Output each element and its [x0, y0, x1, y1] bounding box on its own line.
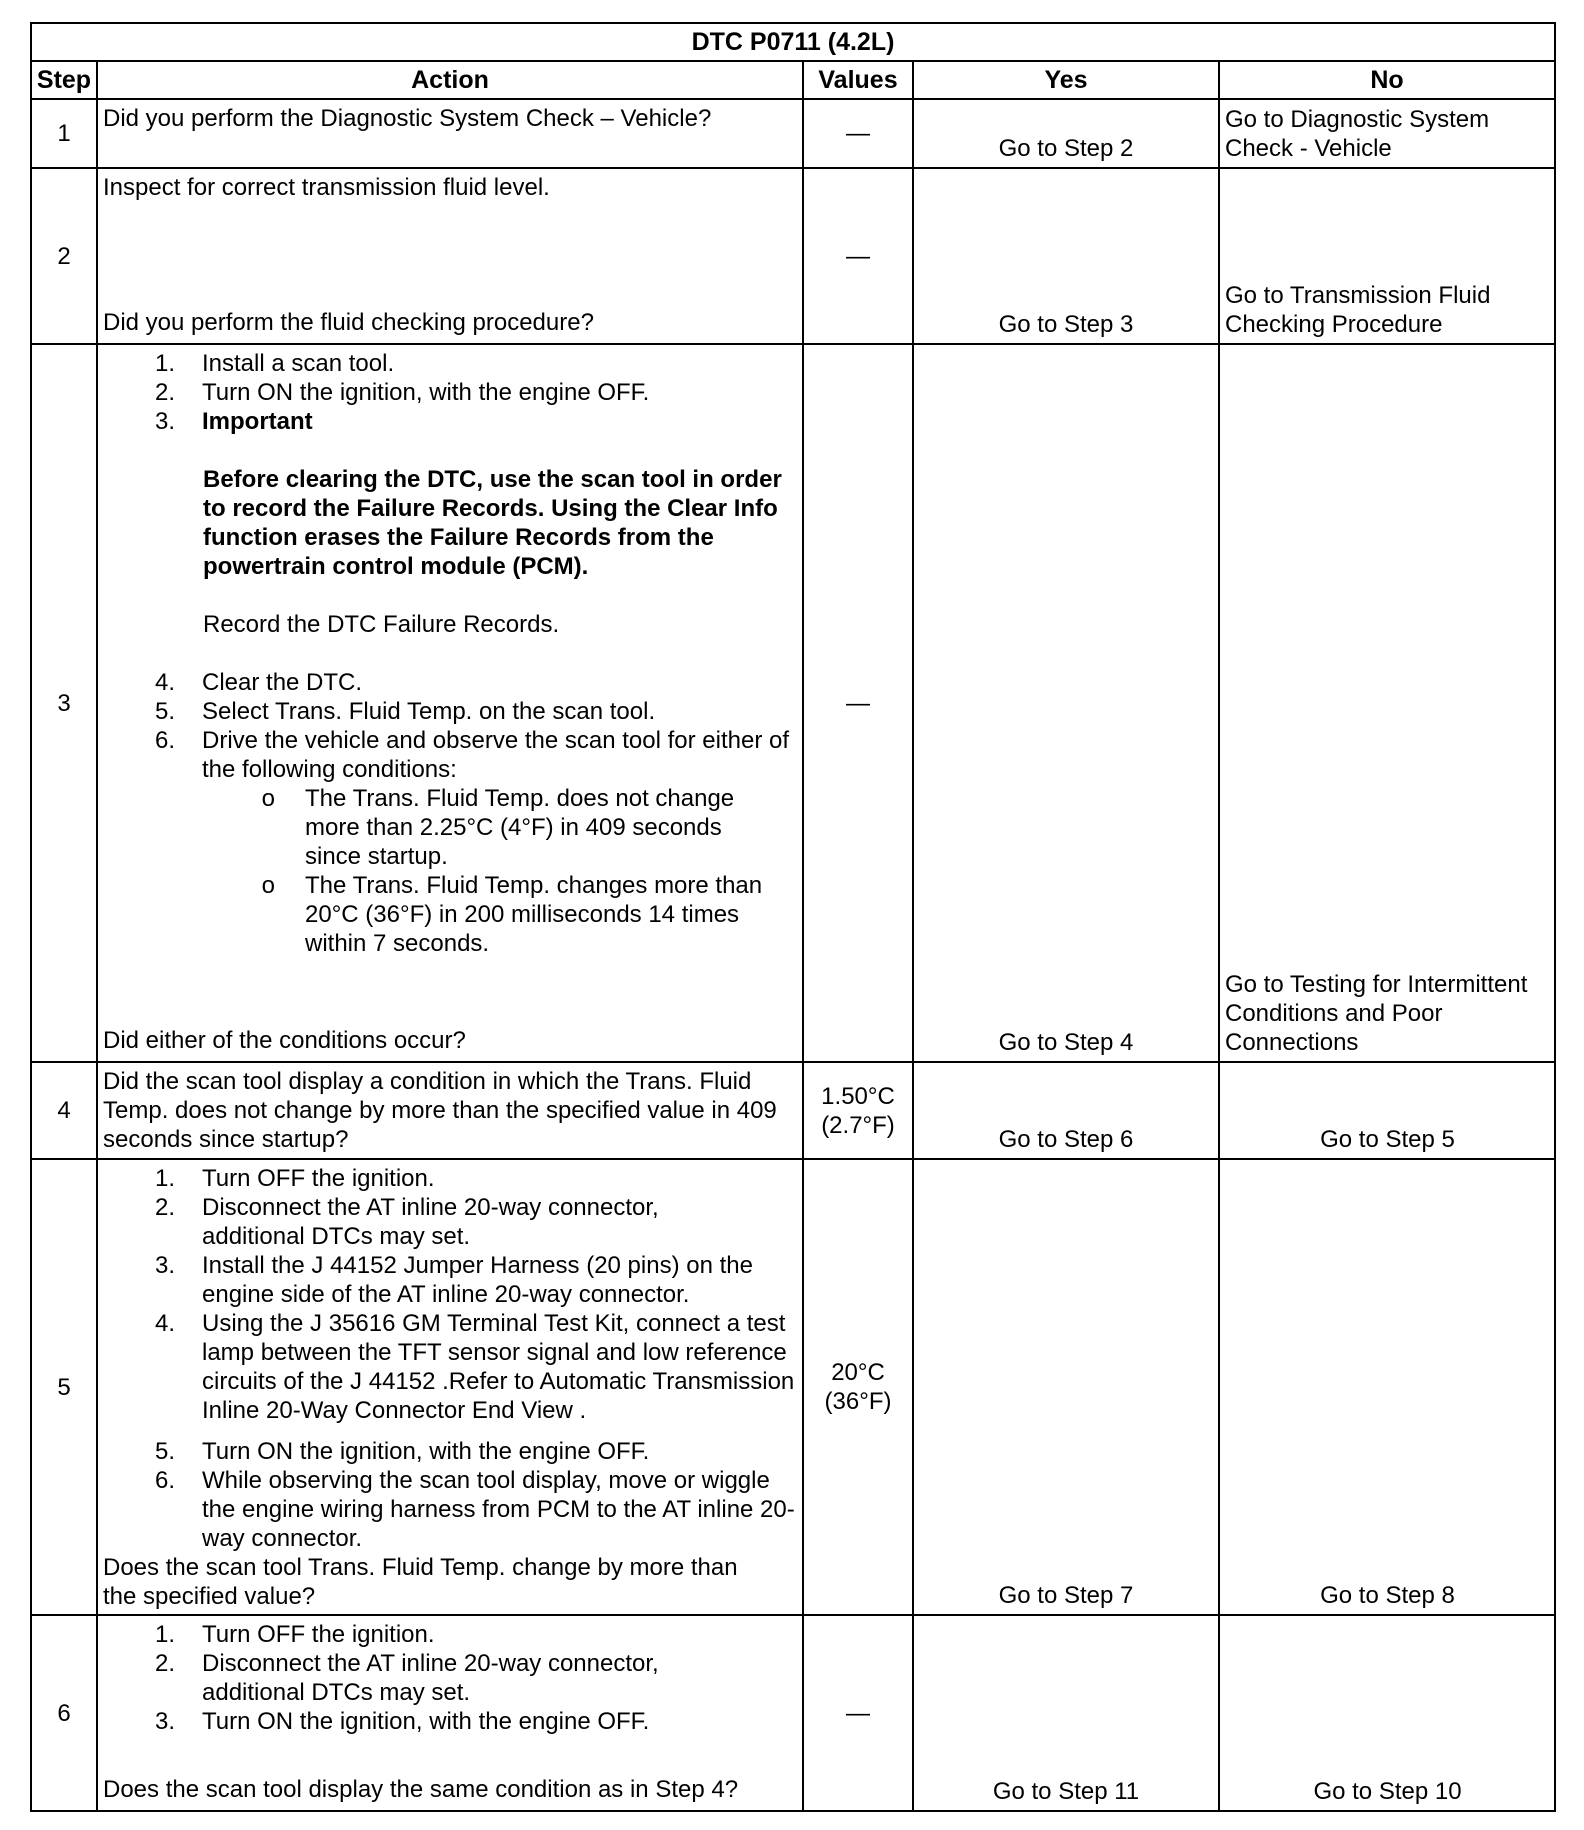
header-step: Step [31, 61, 97, 99]
list-item: o The Trans. Fluid Temp. does not change more than 2.25°C (4°F) in 409 seconds since startup. [103, 784, 796, 871]
table-row [31, 99, 1555, 168]
list-item: 3. Important [154, 408, 313, 435]
step-list [103, 349, 796, 436]
action-question: Did you perform the fluid checking procedure? [103, 309, 594, 336]
table-title: DTC P0711 (4.2L) [31, 23, 1555, 61]
record-instruction: Record the DTC Failure Records. [203, 611, 560, 638]
value-cell: — [803, 344, 913, 1062]
list-item: 5. Turn ON the ignition, with the engine OFF. [154, 1438, 650, 1465]
list-item: 2. Disconnect the AT inline 20-way connector, additional DTCs may set. [154, 1650, 659, 1706]
action-question: Did you perform the Diagnostic System Check – Vehicle? [103, 105, 712, 132]
step-number: 3 [31, 344, 97, 1062]
yes-cell: Go to Step 3 [913, 168, 1219, 344]
no-cell: Go to Step 8 [1219, 1159, 1555, 1615]
step-list [103, 1620, 796, 1736]
list-item: 3. Turn ON the ignition, with the engine OFF. [154, 1708, 650, 1735]
list-item: 6. While observing the scan tool display, move or wiggle the engine wiring harness from PCM to the AT inline 20-way connector. [154, 1467, 795, 1552]
value-cell: — [803, 168, 913, 344]
table-row [31, 1159, 1555, 1615]
list-item: 1. Install a scan tool. [154, 350, 395, 377]
step-number: 2 [31, 168, 97, 344]
bullet-icon: o [261, 872, 275, 899]
step-list [103, 1437, 796, 1553]
list-item: 5. Select Trans. Fluid Temp. on the scan tool. [154, 698, 656, 725]
no-cell: Go to Transmission Fluid Checking Procedure [1219, 168, 1555, 344]
header-values: Values [803, 61, 913, 99]
table-row [31, 344, 1555, 1062]
list-item: 6. Drive the vehicle and observe the scan tool for either of the following conditions: [154, 727, 789, 783]
value-line: 1.50°C [821, 1082, 895, 1110]
value-cell [803, 1159, 913, 1615]
no-cell: Go to Diagnostic System Check - Vehicle [1219, 99, 1555, 168]
value-line: (2.7°F) [821, 1111, 895, 1139]
action-cell [97, 344, 803, 1062]
step-list [103, 668, 796, 784]
action-question: Does the scan tool Trans. Fluid Temp. change by more than the specified value? [103, 1554, 738, 1610]
no-cell: Go to Step 10 [1219, 1615, 1555, 1811]
no-cell: Go to Step 5 [1219, 1062, 1555, 1159]
action-question: Did the scan tool display a condition in which the Trans. Fluid Temp. does not change by more than the specified value in 409 seconds since startup? [103, 1068, 777, 1153]
action-cell [97, 168, 803, 344]
bullet-icon: o [261, 785, 275, 812]
step-number: 5 [31, 1159, 97, 1615]
action-cell [97, 99, 803, 168]
action-cell [97, 1159, 803, 1615]
value-line: 20°C [831, 1359, 885, 1386]
list-item: 2. Disconnect the AT inline 20-way connector, additional DTCs may set. [154, 1194, 659, 1250]
condition-list [103, 784, 796, 958]
no-cell: Go to Testing for Intermittent Conditions and Poor Connections [1219, 344, 1555, 1062]
header-action: Action [97, 61, 803, 99]
step-number: 4 [31, 1062, 97, 1159]
action-cell [97, 1615, 803, 1811]
header-yes: Yes [913, 61, 1219, 99]
action-question: Does the scan tool display the same condition as in Step 4? [103, 1776, 739, 1803]
value-line: (36°F) [824, 1388, 892, 1415]
value-cell [803, 1062, 913, 1159]
header-no: No [1219, 61, 1555, 99]
yes-cell: Go to Step 4 [913, 344, 1219, 1062]
action-question: Did either of the conditions occur? [103, 1027, 466, 1054]
dtc-table [30, 22, 1556, 1812]
table-row [31, 168, 1555, 344]
table-row [31, 1615, 1555, 1811]
yes-cell: Go to Step 7 [913, 1159, 1219, 1615]
header-row [31, 61, 1555, 99]
list-item: 3. Install the J 44152 Jumper Harness (20 pins) on the engine side of the AT inline 20-way connector. [154, 1252, 753, 1308]
list-item: 4. Using the J 35616 GM Terminal Test Kit, connect a test lamp between the TFT sensor signal and low reference circuits of the J 44152 .Refer to Automatic Transmission Inline 20-Way Connector End View . [154, 1310, 795, 1424]
step-number: 1 [31, 99, 97, 168]
yes-cell: Go to Step 6 [913, 1062, 1219, 1159]
step-number: 6 [31, 1615, 97, 1811]
list-item: 2. Turn ON the ignition, with the engine OFF. [154, 379, 650, 406]
list-item: 1. Turn OFF the ignition. [154, 1165, 435, 1192]
table-row [31, 1062, 1555, 1159]
step-list [103, 1164, 796, 1425]
list-item: o The Trans. Fluid Temp. changes more than 20°C (36°F) in 200 milliseconds 14 times within 7 seconds. [103, 871, 796, 958]
action-cell [97, 1062, 803, 1159]
yes-cell: Go to Step 11 [913, 1615, 1219, 1811]
list-item: 4. Clear the DTC. [154, 669, 363, 696]
action-intro: Inspect for correct transmission fluid level. [103, 174, 550, 201]
important-note: Before clearing the DTC, use the scan tool in order to record the Failure Records. Using the Clear Info function erases the Failure Records from the powertrain control module (PCM). [203, 466, 782, 580]
value-cell: — [803, 99, 913, 168]
yes-cell: Go to Step 2 [913, 99, 1219, 168]
value-cell: — [803, 1615, 913, 1811]
list-item: 1. Turn OFF the ignition. [154, 1621, 435, 1648]
